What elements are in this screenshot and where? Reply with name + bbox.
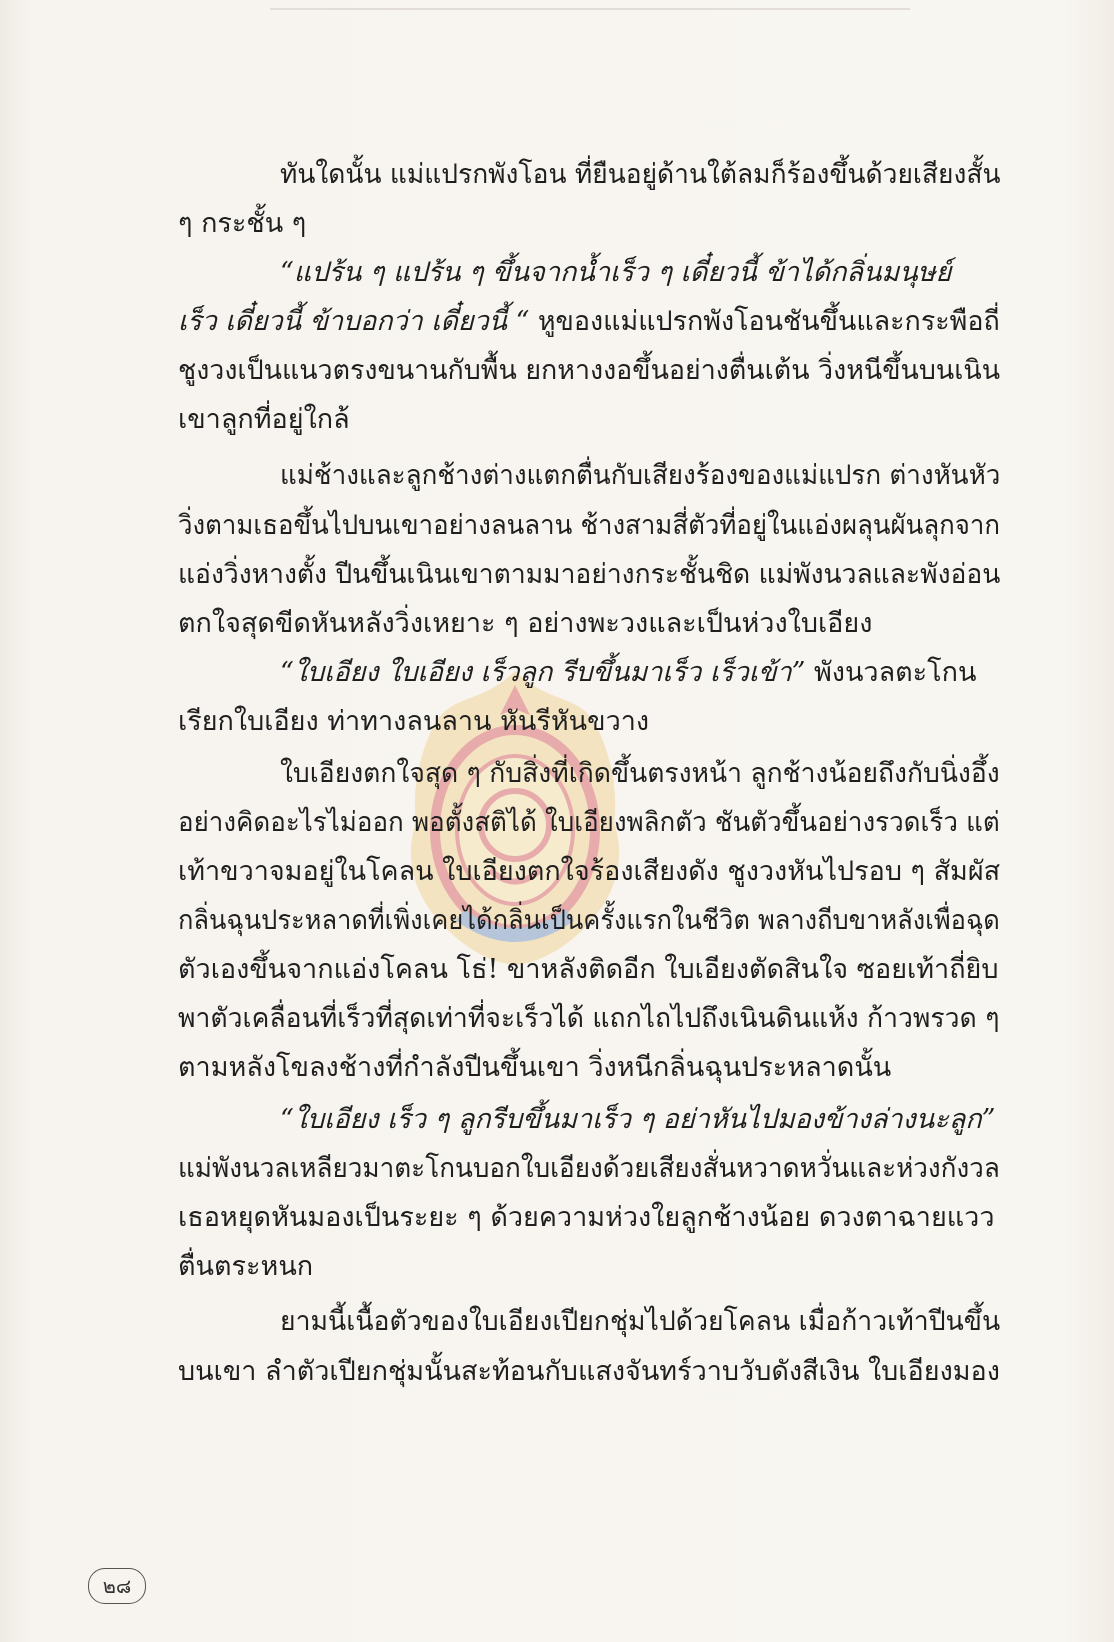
text-line: เรียกใบเอียง ท่าทางลนลาน หันรีหันขวาง: [178, 706, 650, 737]
text-line: แม่พังนวลเหลียวมาตะโกนบอกใบเอียงด้วยเสียงสั่นหวาดหวั่นและห่วงกังวล: [178, 1153, 1000, 1184]
narration-text: หูของแม่แปรกพังโอนชันขึ้นและกระพือถี่: [529, 306, 1000, 337]
text-line: ยามนี้เนื้อตัวของใบเอียงเปียกชุ่มไปด้วยโคลน เมื่อก้าวเท้าปีนขึ้น: [280, 1306, 1001, 1337]
text-line: อย่างคิดอะไรไม่ออก พอตั้งสติได้ ใบเอียงพลิกตัว ชันตัวขึ้นอย่างรวดเร็ว แต่: [178, 807, 1000, 838]
text-line: พาตัวเคลื่อนที่เร็วที่สุดเท่าที่จะเร็วได้ แถกไถไปถึงเนินดินแห้ง ก้าวพรวด ๆ: [178, 1003, 1000, 1034]
dialogue-line: “แปร้น ๆ แปร้น ๆ ขึ้นจากน้ำเร็ว ๆ เดี๋ยวนี้ ข้าได้กลิ่นมนุษย์: [280, 257, 952, 288]
text-line: ๆ กระชั้น ๆ: [178, 208, 307, 239]
text-line: ตื่นตระหนก: [178, 1251, 314, 1282]
text-line: แม่ช้างและลูกช้างต่างแตกตื่นกับเสียงร้องของแม่แปรก ต่างหันหัว: [280, 460, 1001, 491]
text-line: [280, 656, 976, 690]
text-line: กลิ่นฉุนประหลาดที่เพิ่งเคยได้กลิ่นเป็นครั้งแรกในชีวิต พลางถีบขาหลังเพื่อฉุด: [178, 905, 1000, 936]
text-line: ชูงวงเป็นแนวตรงขนานกับพื้น ยกหางงอขึ้นอย่างตื่นเต้น วิ่งหนีขึ้นบนเนิน: [178, 355, 1001, 386]
page-number: ๒๘: [88, 1568, 146, 1604]
text-line: เท้าขวาจมอยู่ในโคลน ใบเอียงตกใจร้องเสียงดัง ชูงวงหันไปรอบ ๆ สัมผัส: [178, 856, 1001, 887]
text-line: วิ่งตามเธอขึ้นไปบนเขาอย่างลนลาน ช้างสามสี่ตัวที่อยู่ในแอ่งผลุนผันลุกจาก: [178, 510, 1001, 541]
text-line: ตกใจสุดขีดหันหลังวิ่งเหยาะ ๆ อย่างพะวงและเป็นห่วงใบเอียง: [178, 608, 873, 639]
text-line: ตามหลังโขลงช้างที่กำลังปีนขึ้นเขา วิ่งหนีกลิ่นฉุนประหลาดนั้น: [178, 1052, 892, 1083]
dialogue-line: “ใบเอียง เร็ว ๆ ลูกรีบขึ้นมาเร็ว ๆ อย่าหันไปมองข้างล่างนะลูก”: [280, 1104, 996, 1135]
text-line: บนเขา ลำตัวเปียกชุ่มนั้นสะท้อนกับแสงจันทร์วาบวับดังสีเงิน ใบเอียงมอง: [178, 1356, 1000, 1387]
narration-text: พังนวลตะโกน: [805, 657, 977, 688]
dialogue-text: เร็ว เดี๋ยวนี้ ข้าบอกว่า เดี๋ยวนี้ “: [178, 306, 530, 337]
text-line: ใบเอียงตกใจสุด ๆ กับสิ่งที่เกิดขึ้นตรงหน้า ลูกช้างน้อยถึงกับนิ่งอึ้ง: [280, 758, 1000, 789]
text-line: ตัวเองขึ้นจากแอ่งโคลน โธ่! ขาหลังติดอีก ใบเอียงตัดสินใจ ซอยเท้าถี่ยิบ: [178, 954, 999, 985]
text-line: [178, 305, 1000, 339]
text-line: แอ่งวิ่งหางตั้ง ปีนขึ้นเนินเขาตามมาอย่างกระชั้นชิด แม่พังนวลและพังอ่อน: [178, 559, 1001, 590]
text-line: เธอหยุดหันมองเป็นระยะ ๆ ด้วยความห่วงใยลูกช้างน้อย ดวงตาฉายแวว: [178, 1202, 995, 1233]
dialogue-text: “ใบเอียง ใบเอียง เร็วลูก รีบขึ้นมาเร็ว เร็วเข้า”: [280, 657, 806, 688]
text-line: เขาลูกที่อยู่ใกล้: [178, 404, 350, 435]
text-line: ทันใดนั้น แม่แปรกพังโอน ที่ยืนอยู่ด้านใต้ลมก็ร้องขึ้นด้วยเสียงสั้น: [280, 159, 1001, 190]
